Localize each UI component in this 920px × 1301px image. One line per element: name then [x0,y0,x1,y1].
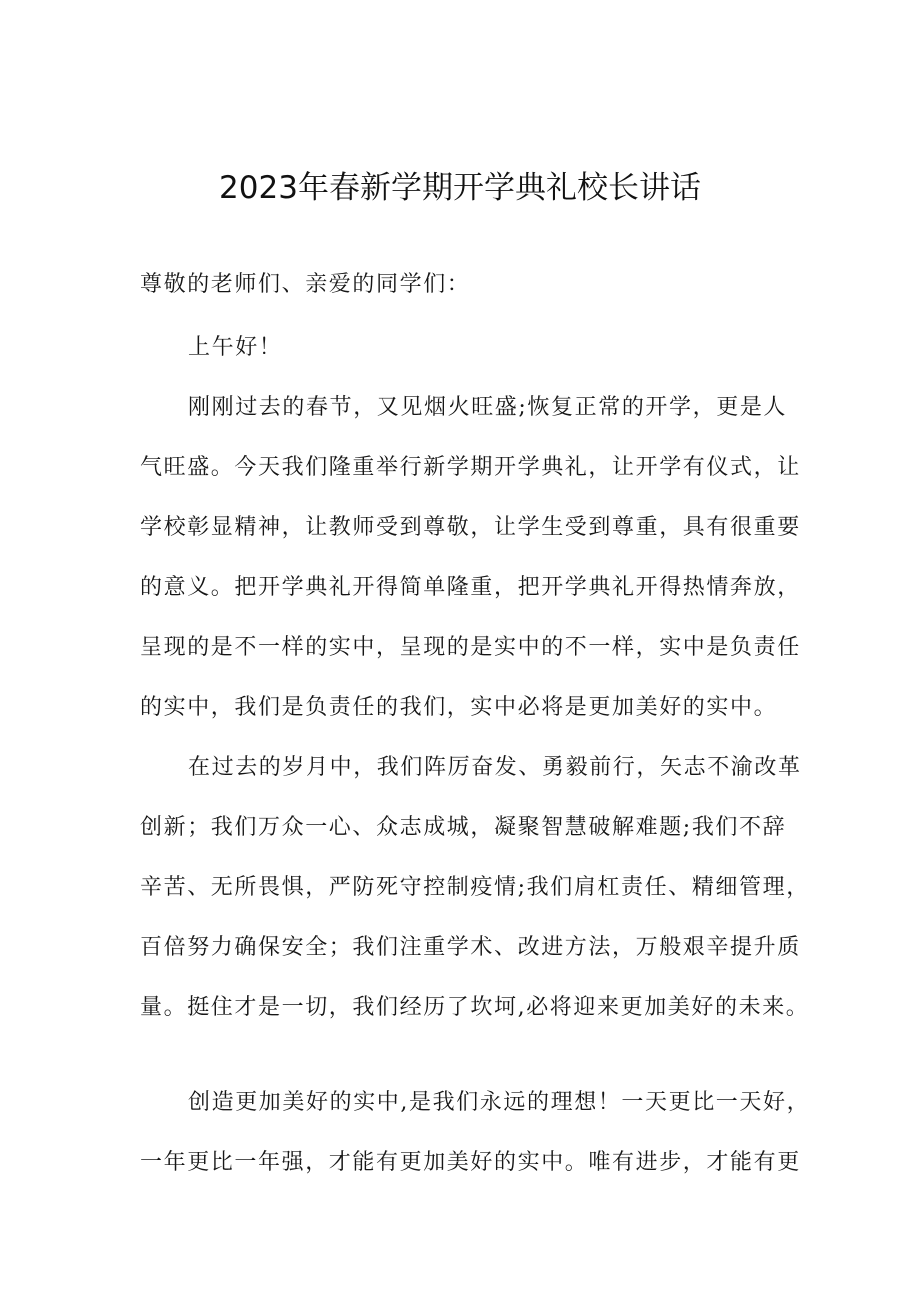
paragraph-2-line-4: 百倍努力确保安全；我们注重学术、改进方法，万般艰辛提升质 [140,935,801,960]
paragraph-2-line-5: 量。挺住才是一切，我们经历了坎坷,必将迎来更加美好的未来。 [140,995,810,1020]
paragraph-1-line-4: 的意义。把开学典礼开得简单隆重，把开学典礼开得热情奔放， [140,575,801,600]
paragraph-1-line-5: 呈现的是不一样的实中，呈现的是实中的不一样，实中是负责任 [140,635,801,660]
paragraph-1-line-3: 学校彰显精神，让教师受到尊敬，让学生受到尊重，具有很重要 [140,515,801,540]
paragraph-1-line-6: 的实中，我们是负责任的我们，实中必将是更加美好的实中。 [140,695,778,720]
paragraph-1-line-2: 气旺盛。今天我们隆重举行新学期开学典礼，让开学有仪式，让 [140,455,801,480]
document-title: 2023年春新学期开学典礼校长讲话 [219,170,701,206]
greeting: 上午好！ [188,335,283,360]
paragraph-3-line-1: 创造更加美好的实中,是我们永远的理想！一天更比一天好， [188,1090,811,1115]
paragraph-2-line-3: 辛苦、无所畏惧，严防死守控制疫情;我们肩杠责任、精细管理， [140,875,810,900]
paragraph-2-line-2: 创新；我们万众一心、众志成城，凝聚智慧破解难题;我们不辞 [140,815,787,840]
paragraph-1-line-1: 刚刚过去的春节，又见烟火旺盛;恢复正常的开学，更是人 [188,395,788,420]
paragraph-3-line-2: 一年更比一年强，才能有更加美好的实中。唯有进步，才能有更 [140,1150,801,1175]
paragraph-2-line-1: 在过去的岁月中，我们阵厉奋发、勇毅前行，矢志不渝改革 [188,755,802,780]
salutation: 尊敬的老师们、亲爱的同学们： [140,272,471,297]
